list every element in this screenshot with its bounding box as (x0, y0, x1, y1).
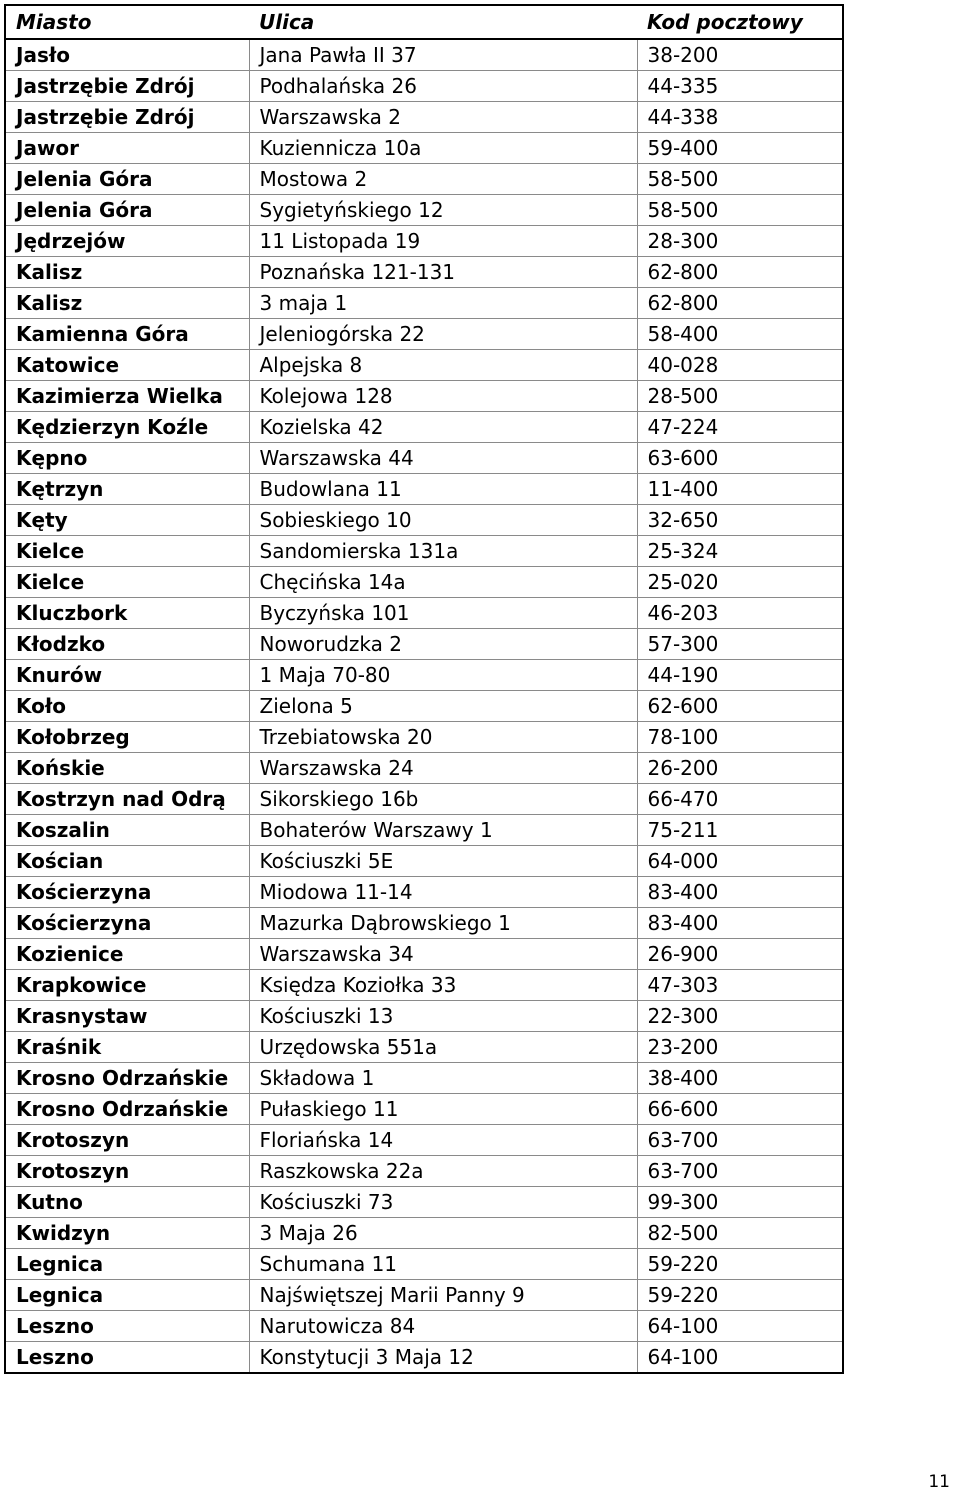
cell-street: Jeleniogórska 22 (249, 319, 637, 350)
cell-city: Kętrzyn (5, 474, 249, 505)
cell-city: Kostrzyn nad Odrą (5, 784, 249, 815)
cell-city: Kościerzyna (5, 908, 249, 939)
cell-street: Sikorskiego 16b (249, 784, 637, 815)
cell-city: Kalisz (5, 257, 249, 288)
cell-postal-code: 82-500 (637, 1218, 843, 1249)
cell-postal-code: 38-400 (637, 1063, 843, 1094)
table-row (5, 939, 843, 970)
cell-postal-code: 28-300 (637, 226, 843, 257)
cell-postal-code: 44-190 (637, 660, 843, 691)
cell-postal-code: 63-600 (637, 443, 843, 474)
table-row (5, 629, 843, 660)
table-row (5, 598, 843, 629)
cell-street: Księdza Koziołka 33 (249, 970, 637, 1001)
cell-street: Miodowa 11-14 (249, 877, 637, 908)
table-row (5, 815, 843, 846)
cell-city: Kielce (5, 536, 249, 567)
cell-postal-code: 83-400 (637, 877, 843, 908)
cell-postal-code: 25-020 (637, 567, 843, 598)
cell-postal-code: 23-200 (637, 1032, 843, 1063)
table-row (5, 257, 843, 288)
cell-postal-code: 32-650 (637, 505, 843, 536)
cell-postal-code: 64-000 (637, 846, 843, 877)
table-row (5, 753, 843, 784)
table-row (5, 288, 843, 319)
table-row (5, 660, 843, 691)
cell-postal-code: 58-500 (637, 195, 843, 226)
cell-postal-code: 75-211 (637, 815, 843, 846)
table-body (5, 39, 843, 1373)
cell-street: Urzędowska 551a (249, 1032, 637, 1063)
cell-postal-code: 64-100 (637, 1311, 843, 1342)
cell-city: Kłodzko (5, 629, 249, 660)
table-row (5, 412, 843, 443)
cell-street: Schumana 11 (249, 1249, 637, 1280)
table-row (5, 722, 843, 753)
cell-city: Kluczbork (5, 598, 249, 629)
cell-postal-code: 28-500 (637, 381, 843, 412)
cell-street: 1 Maja 70-80 (249, 660, 637, 691)
table-row (5, 226, 843, 257)
cell-street: Kościuszki 13 (249, 1001, 637, 1032)
cell-street: Floriańska 14 (249, 1125, 637, 1156)
cell-street: Kościuszki 5E (249, 846, 637, 877)
table-row (5, 536, 843, 567)
cell-city: Kościan (5, 846, 249, 877)
cell-postal-code: 44-335 (637, 71, 843, 102)
cell-postal-code: 44-338 (637, 102, 843, 133)
table-header-row (5, 5, 843, 39)
table-row (5, 443, 843, 474)
cell-street: 11 Listopada 19 (249, 226, 637, 257)
cell-city: Kalisz (5, 288, 249, 319)
cell-street: Kolejowa 128 (249, 381, 637, 412)
cell-postal-code: 46-203 (637, 598, 843, 629)
table-row (5, 1218, 843, 1249)
cell-city: Kielce (5, 567, 249, 598)
cell-city: Jastrzębie Zdrój (5, 71, 249, 102)
cell-city: Krotoszyn (5, 1156, 249, 1187)
cell-postal-code: 59-220 (637, 1249, 843, 1280)
table-row (5, 877, 843, 908)
cell-street: Jana Pawła II 37 (249, 39, 637, 71)
cell-postal-code: 99-300 (637, 1187, 843, 1218)
cell-street: Bohaterów Warszawy 1 (249, 815, 637, 846)
cell-street: Kościuszki 73 (249, 1187, 637, 1218)
column-header-city: Miasto (5, 5, 249, 39)
cell-postal-code: 25-324 (637, 536, 843, 567)
cell-postal-code: 64-100 (647, 1345, 719, 1369)
cell-city: Krosno Odrzańskie (5, 1063, 249, 1094)
cell-street: 3 Maja 26 (249, 1218, 637, 1249)
cell-city: Kępno (5, 443, 249, 474)
cell-city: Koszalin (5, 815, 249, 846)
cell-city: Jasło (5, 39, 249, 71)
cell-city: Jelenia Góra (5, 195, 249, 226)
table-row (5, 1249, 843, 1280)
cell-street: Mostowa 2 (249, 164, 637, 195)
cell-postal-code: 62-800 (637, 288, 843, 319)
cell-city: Krotoszyn (5, 1125, 249, 1156)
table-row (5, 970, 843, 1001)
table-row (5, 1280, 843, 1311)
cell-postal-code: 66-470 (637, 784, 843, 815)
cell-postal-code: 66-600 (637, 1094, 843, 1125)
cell-city: Kazimierza Wielka (5, 381, 249, 412)
cell-street: Trzebiatowska 20 (249, 722, 637, 753)
table-row (5, 1032, 843, 1063)
cell-street: Budowlana 11 (249, 474, 637, 505)
cell-street: Sobieskiego 10 (249, 505, 637, 536)
cell-city: Jelenia Góra (5, 164, 249, 195)
table-row (5, 1156, 843, 1187)
cell-city: Katowice (5, 350, 249, 381)
cell-postal-code: 62-800 (637, 257, 843, 288)
cell-postal-code: 63-700 (637, 1156, 843, 1187)
cell-city: Kędzierzyn Koźle (5, 412, 249, 443)
cell-street: Chęcińska 14a (249, 567, 637, 598)
table-row (5, 1094, 843, 1125)
cell-postal-code: 47-224 (637, 412, 843, 443)
table-row (5, 102, 843, 133)
table-row (5, 846, 843, 877)
cell-street: Narutowicza 84 (249, 1311, 637, 1342)
table-row (5, 908, 843, 939)
table-row (5, 164, 843, 195)
table-row (5, 1001, 843, 1032)
cell-city: Kozienice (5, 939, 249, 970)
cell-postal-code: 11-400 (637, 474, 843, 505)
cell-city: Kościerzyna (5, 877, 249, 908)
cell-postal-code: 59-400 (637, 133, 843, 164)
cell-postal-code: 26-900 (637, 939, 843, 970)
cell-street: Warszawska 2 (249, 102, 637, 133)
cell-city: Legnica (5, 1280, 249, 1311)
cell-street: Kuziennicza 10a (249, 133, 637, 164)
cell-street: Poznańska 121-131 (249, 257, 637, 288)
cell-city: Jastrzębie Zdrój (5, 102, 249, 133)
cell-postal-code: 63-700 (637, 1125, 843, 1156)
cell-city: Krasnystaw (5, 1001, 249, 1032)
cell-city: Kwidzyn (5, 1218, 249, 1249)
cell-street: Warszawska 34 (249, 939, 637, 970)
cell-postal-code: 47-303 (637, 970, 843, 1001)
cell-city: Jawor (5, 133, 249, 164)
cell-city: Końskie (5, 753, 249, 784)
table-row (5, 381, 843, 412)
table-row (5, 350, 843, 381)
cell-street: Warszawska 44 (249, 443, 637, 474)
column-header-street: Ulica (249, 5, 637, 39)
cell-city: Legnica (5, 1249, 249, 1280)
cell-city: Kołobrzeg (5, 722, 249, 753)
cell-city: Kraśnik (5, 1032, 249, 1063)
cell-street: Konstytucji 3 Maja 12 (249, 1342, 637, 1374)
table-row (5, 505, 843, 536)
page-number: 11 (928, 1472, 950, 1492)
table-row (5, 1311, 843, 1342)
cell-street: Noworudzka 2 (249, 629, 637, 660)
cell-street: Najświętszej Marii Panny 9 (249, 1280, 637, 1311)
cell-street: Alpejska 8 (249, 350, 637, 381)
cell-street: Składowa 1 (249, 1063, 637, 1094)
cell-postal-code: 26-200 (637, 753, 843, 784)
cell-city: Koło (5, 691, 249, 722)
table-row (5, 474, 843, 505)
cell-street: Warszawska 24 (249, 753, 637, 784)
cell-street: Mazurka Dąbrowskiego 1 (249, 908, 637, 939)
cell-postal-code: 58-400 (637, 319, 843, 350)
cell-postal-code: 38-200 (637, 39, 843, 71)
cell-city: Leszno (5, 1311, 249, 1342)
table-row (5, 1063, 843, 1094)
cell-street: Kozielska 42 (249, 412, 637, 443)
table-row (5, 71, 843, 102)
cell-postal-code: 57-300 (637, 629, 843, 660)
cell-street: Sygietyńskiego 12 (249, 195, 637, 226)
table-row (5, 39, 843, 71)
table-row (5, 319, 843, 350)
cell-postal-code: 40-028 (637, 350, 843, 381)
cell-postal-code: 62-600 (637, 691, 843, 722)
table-row (5, 133, 843, 164)
cell-city: Leszno (5, 1342, 249, 1374)
table-row (5, 1187, 843, 1218)
cell-city: Kamienna Góra (5, 319, 249, 350)
cell-city: Jędrzejów (5, 226, 249, 257)
table-row (5, 784, 843, 815)
column-header-postal-code: Kod pocztowy (637, 5, 843, 39)
cell-postal-code: 59-220 (637, 1280, 843, 1311)
cell-postal-code: 78-100 (637, 722, 843, 753)
cell-street: Byczyńska 101 (249, 598, 637, 629)
cell-street: Raszkowska 22a (249, 1156, 637, 1187)
cell-street: Podhalańska 26 (249, 71, 637, 102)
cell-city: Krapkowice (5, 970, 249, 1001)
cell-city: Kutno (5, 1187, 249, 1218)
cell-street: 3 maja 1 (249, 288, 637, 319)
cell-city: Krosno Odrzańskie (5, 1094, 249, 1125)
cell-street: Sandomierska 131a (249, 536, 637, 567)
cell-street: Zielona 5 (249, 691, 637, 722)
cell-city: Knurów (5, 660, 249, 691)
cell-street: Pułaskiego 11 (249, 1094, 637, 1125)
table-row (5, 195, 843, 226)
table-row (5, 691, 843, 722)
cell-city: Kęty (5, 505, 249, 536)
address-table (4, 4, 844, 1374)
table-row (5, 1342, 843, 1374)
table-row (5, 1125, 843, 1156)
table-row (5, 567, 843, 598)
cell-postal-code: 22-300 (637, 1001, 843, 1032)
cell-postal-code: 83-400 (637, 908, 843, 939)
cell-postal-code: 58-500 (637, 164, 843, 195)
